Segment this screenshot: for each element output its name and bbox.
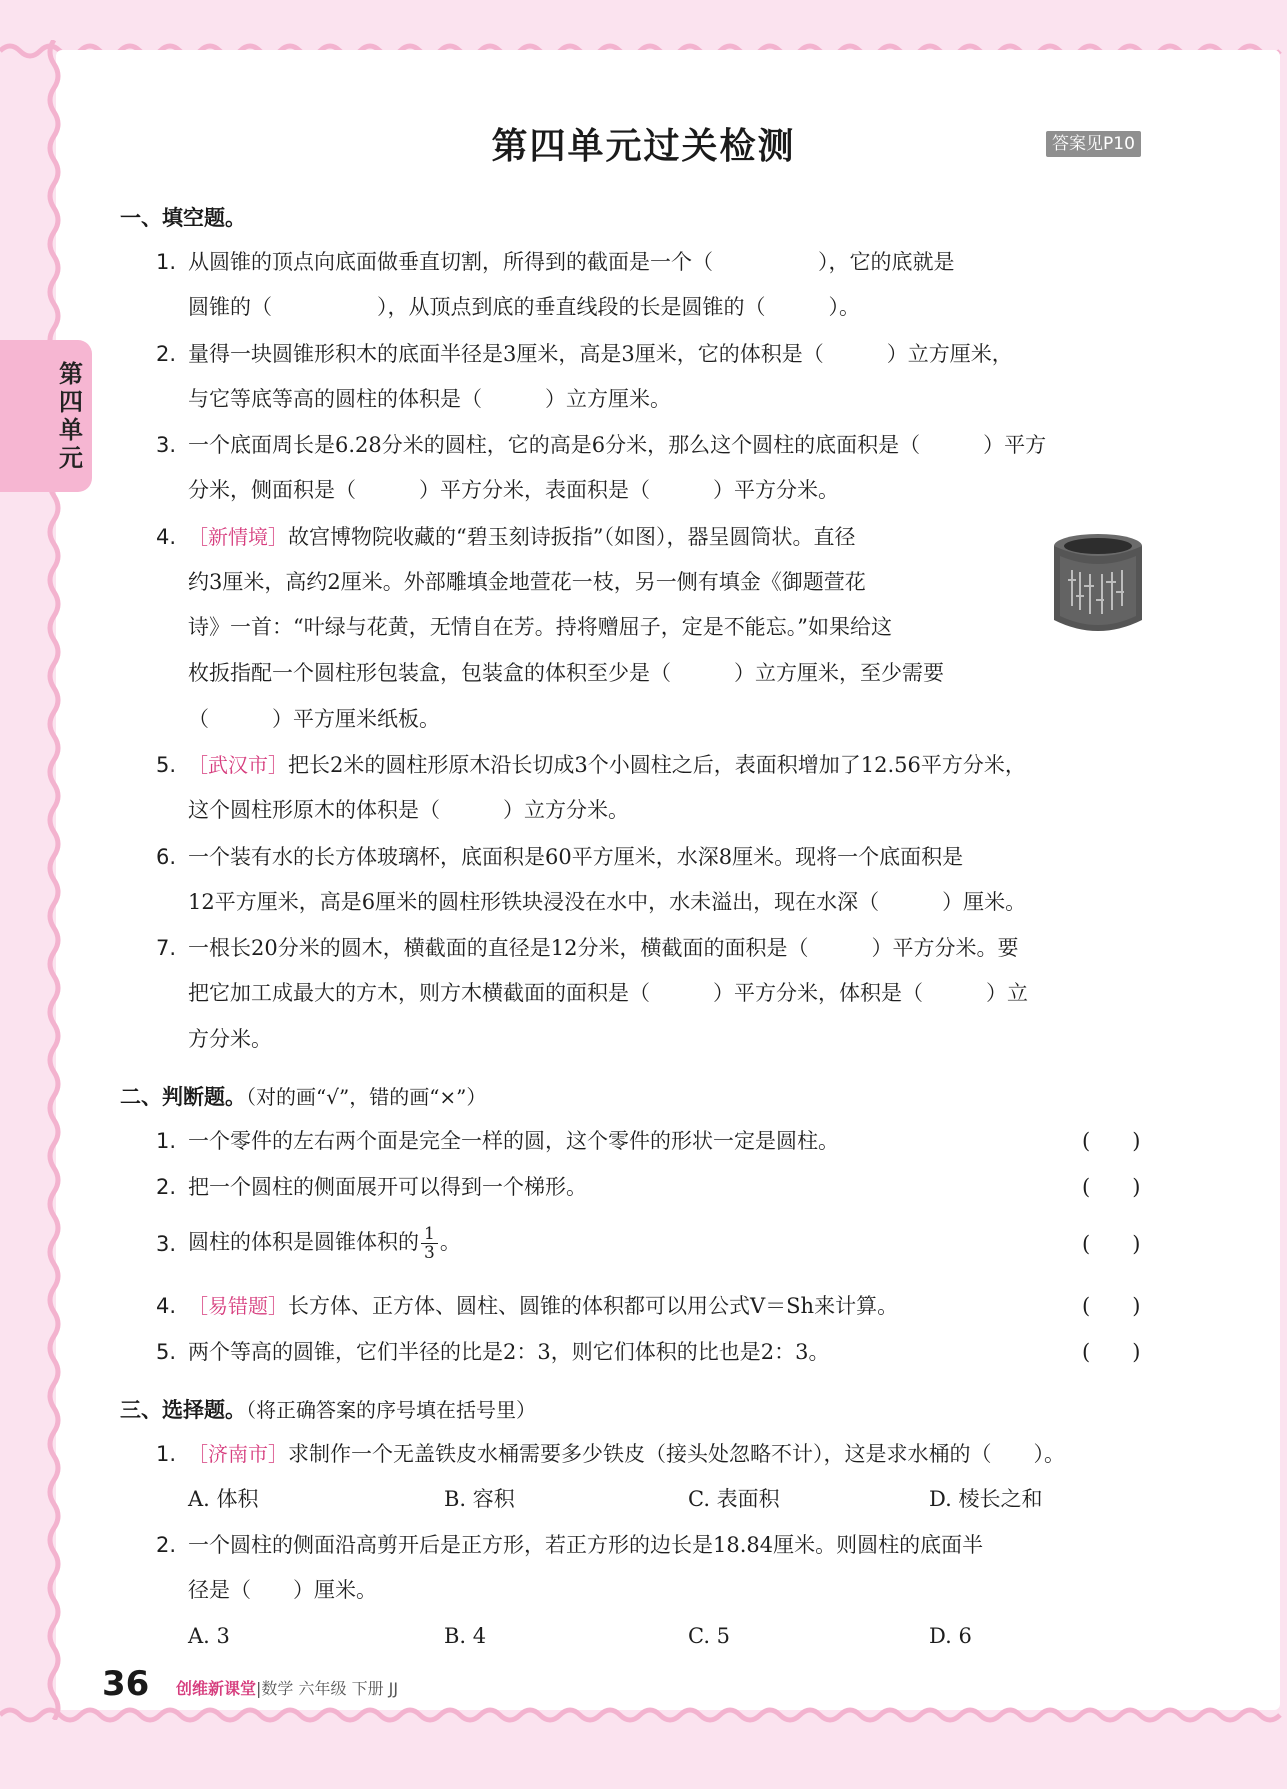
choice-q1-option-d[interactable]: D. 棱长之和 [929,1487,1043,1511]
choice-q2-option-c[interactable]: C. 5 [688,1624,731,1648]
wavy-border-left [44,40,64,1720]
judge-q3-text: 圆柱的体积是圆锥体积的 [188,1230,419,1254]
judge-q3-end: 。 [439,1230,461,1254]
fill-q6-line1: 一个装有水的长方体玻璃杯，底面积是60平方厘米，水深8厘米。现将一个底面积是 [188,845,964,869]
judge-q2-text: 把一个圆柱的侧面展开可以得到一个梯形。 [188,1175,587,1199]
fill-q6-line2: 12平方厘米，高是6厘米的圆柱形铁块浸没在水中，水未溢出，现在水深（ ）厘米。 [188,890,1027,914]
footer-book-info: 数学 六年级 下册 JJ [261,1679,399,1698]
fill-q1-number: 1. [156,250,177,274]
fill-q5-line2: 这个圆柱形原木的体积是（ ）立方分米。 [188,798,629,822]
judge-q4-line [188,1291,1048,1321]
judge-q2-number: 2. [156,1175,177,1199]
fill-q7-line2: 把它加工成最大的方木，则方木横截面的面积是（ ）平方分米，体积是（ ）立 [188,981,1028,1005]
fill-q5-line1-text: 把长2米的圆柱形原木沿长切成3个小圆柱之后，表面积增加了12.56平方分米， [288,753,1026,777]
fill-q4-line4: 枚扳指配一个圆柱形包装盒，包装盒的体积至少是（ ）立方厘米，至少需要 [188,661,944,685]
footer-separator: | [256,1679,262,1698]
answer-reference-badge: 答案见P10 [1046,131,1141,157]
judge-q4-text: 长方体、正方体、圆柱、圆锥的体积都可以用公式V＝Sh来计算。 [288,1294,899,1318]
section-true-false-title: 二、判断题。 [120,1085,246,1109]
page-title: 第四单元过关检测 [491,126,796,167]
fill-q4-line1-text: 故宫博物院收藏的“碧玉刻诗扳指”（如图），器呈圆筒状。直径 [288,525,856,549]
fill-q3-number: 3. [156,433,177,457]
section-choice-note: （将正确答案的序号填在括号里） [246,1398,536,1422]
fill-q1-line1: 从圆锥的顶点向底面做垂直切割，所得到的截面是一个（ ），它的底就是 [188,250,955,274]
fill-q4-number: 4. [156,525,177,549]
choice-q1-number: 1. [156,1442,177,1466]
judge-q1-answer-blank[interactable]: ( ) [1082,1129,1141,1153]
choice-q2-option-d[interactable]: D. 6 [929,1624,972,1648]
fill-q5-tag: ［武汉市］ [188,753,288,777]
footer-info [176,1676,398,1699]
fill-q6-number: 6. [156,845,177,869]
section-true-false-note: （对的画“√”，错的画“×”） [246,1085,487,1109]
unit-side-tab-label: 第四单元 [59,360,83,472]
choice-q1-text: 求制作一个无盖铁皮水桶需要多少铁皮（接头处忽略不计），这是求水桶的（ ）。 [288,1442,1065,1466]
fill-q4-line5: （ ）平方厘米纸板。 [188,707,440,731]
fraction-one-third [421,1225,438,1262]
judge-q5-text: 两个等高的圆锥，它们半径的比是2：3，则它们体积的比也是2：3。 [188,1340,830,1364]
judge-q5-number: 5. [156,1340,177,1364]
fill-q2-line1: 量得一块圆锥形积木的底面半径是3厘米，高是3厘米，它的体积是（ ）立方厘米， [188,342,1013,366]
fill-q5-number: 5. [156,753,177,777]
section-fill-in-heading: 一、填空题。 [120,206,246,230]
footer-brand: 创维新课堂 [176,1679,257,1698]
fraction-denominator: 3 [424,1243,435,1263]
section-choice-heading [120,1394,536,1424]
fill-q2-line2: 与它等底等高的圆柱的体积是（ ）立方厘米。 [188,387,671,411]
fill-q4-line2: 约3厘米，高约2厘米。外部雕填金地萱花一枝，另一侧有填金《御题萱花 [188,570,866,594]
choice-q2-line1: 一个圆柱的侧面沿高剪开后是正方形，若正方形的边长是18.84厘米。则圆柱的底面半 [188,1533,984,1557]
fill-q7-number: 7. [156,936,177,960]
fill-q2-number: 2. [156,342,177,366]
fill-q5-line1 [188,750,1158,780]
choice-q1-option-b[interactable]: B. 容积 [444,1487,515,1511]
judge-q1-text: 一个零件的左右两个面是完全一样的圆，这个零件的形状一定是圆柱。 [188,1129,839,1153]
section-choice-title: 三、选择题。 [120,1398,246,1422]
page-number: 36 [102,1664,150,1704]
judge-q5-answer-blank[interactable]: ( ) [1082,1340,1141,1364]
fill-q3-line2: 分米，侧面积是（ ）平方分米，表面积是（ ）平方分米。 [188,478,839,502]
judge-q2-answer-blank[interactable]: ( ) [1082,1175,1141,1199]
judge-q4-tag: ［易错题］ [188,1294,288,1318]
jade-thumb-ring-image [1050,530,1146,640]
fill-q1-line2: 圆锥的（ ），从顶点到底的垂直线段的长是圆锥的（ ）。 [188,295,860,319]
choice-q2-option-b[interactable]: B. 4 [444,1624,487,1648]
choice-q1-option-a[interactable]: A. 体积 [188,1487,259,1511]
judge-q1-number: 1. [156,1129,177,1153]
fill-q7-line3: 方分米。 [188,1027,272,1051]
choice-q2-number: 2. [156,1533,177,1557]
fraction-numerator: 1 [421,1225,438,1244]
fill-q7-line1: 一根长20分米的圆木，横截面的直径是12分米，横截面的面积是（ ）平方分米。要 [188,936,1019,960]
choice-q1-line [188,1439,1158,1469]
fill-q4-line1 [188,522,1008,552]
judge-q3-answer-blank[interactable]: ( ) [1082,1232,1141,1256]
wavy-border-bottom [0,1700,1287,1730]
section-true-false-heading [120,1081,486,1111]
choice-q1-tag: ［济南市］ [188,1442,288,1466]
judge-q3-number: 3. [156,1232,177,1256]
judge-q3-line [188,1218,1048,1266]
judge-q4-number: 4. [156,1294,177,1318]
fill-q3-line1: 一个底面周长是6.28分米的圆柱，它的高是6分米，那么这个圆柱的底面积是（ ）平方 [188,433,1047,457]
choice-q2-line2: 径是（ ）厘米。 [188,1578,377,1602]
judge-q4-answer-blank[interactable]: ( ) [1082,1294,1141,1318]
fill-q4-tag: ［新情境］ [188,525,288,549]
choice-q1-option-c[interactable]: C. 表面积 [688,1487,780,1511]
fill-q4-line3: 诗》一首：“叶绿与花黄，无情自在芳。持将赠屈子，定是不能忘。”如果给这 [188,615,892,639]
choice-q2-option-a[interactable]: A. 3 [188,1624,230,1648]
